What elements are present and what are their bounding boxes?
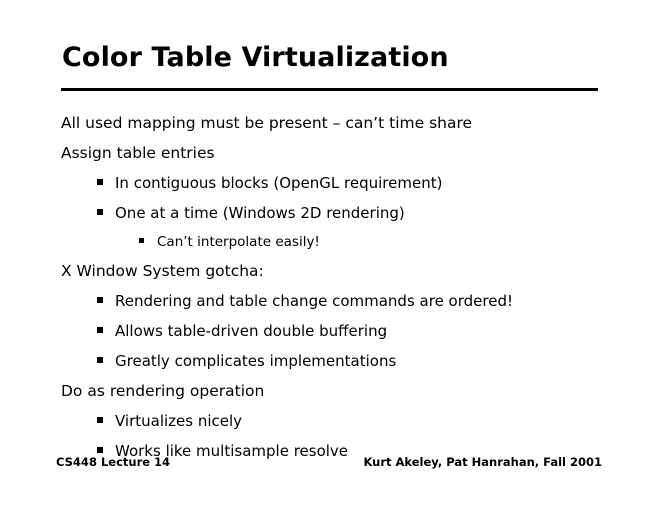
list-item	[61, 138, 601, 168]
square-bullet-icon	[97, 346, 115, 376]
list-item	[61, 346, 601, 376]
slide-footer	[0, 455, 660, 475]
square-bullet-icon	[97, 286, 115, 316]
list-item	[61, 286, 601, 316]
list-item-text: Works like multisample resolve	[115, 442, 349, 460]
list-item	[61, 256, 601, 286]
list-item	[61, 198, 601, 228]
title-divider	[61, 88, 598, 91]
slide-body	[61, 108, 601, 466]
square-bullet-icon	[97, 406, 115, 436]
page-title: Color Table Virtualization	[62, 42, 449, 73]
square-bullet-icon	[97, 198, 115, 228]
list-item-text: All used mapping must be present – can’t time share	[61, 114, 473, 132]
list-item-text: Can’t interpolate easily!	[157, 234, 320, 250]
square-bullet-icon	[139, 228, 157, 256]
list-item	[61, 376, 601, 406]
list-item	[61, 316, 601, 346]
square-bullet-icon	[97, 168, 115, 198]
list-item-text: Greatly complicates implementations	[115, 352, 397, 370]
list-item-text: Do as rendering operation	[61, 382, 265, 400]
list-item-text: Allows table-driven double buffering	[115, 322, 388, 340]
list-item-text: X Window System gotcha:	[61, 262, 264, 280]
footer-authors-label: Kurt Akeley, Pat Hanrahan, Fall 2001	[363, 455, 602, 469]
footer-course-label: CS448 Lecture 14	[56, 455, 171, 469]
list-item	[61, 168, 601, 198]
list-item-text: In contiguous blocks (OpenGL requirement)	[115, 174, 443, 192]
list-item-text: Rendering and table change commands are ordered!	[115, 292, 513, 310]
list-item-text: Assign table entries	[61, 144, 215, 162]
square-bullet-icon	[97, 316, 115, 346]
list-item	[61, 406, 601, 436]
list-item-text: Virtualizes nicely	[115, 412, 243, 430]
list-item	[61, 228, 601, 256]
list-item	[61, 108, 601, 138]
list-item-text: One at a time (Windows 2D rendering)	[115, 204, 405, 222]
